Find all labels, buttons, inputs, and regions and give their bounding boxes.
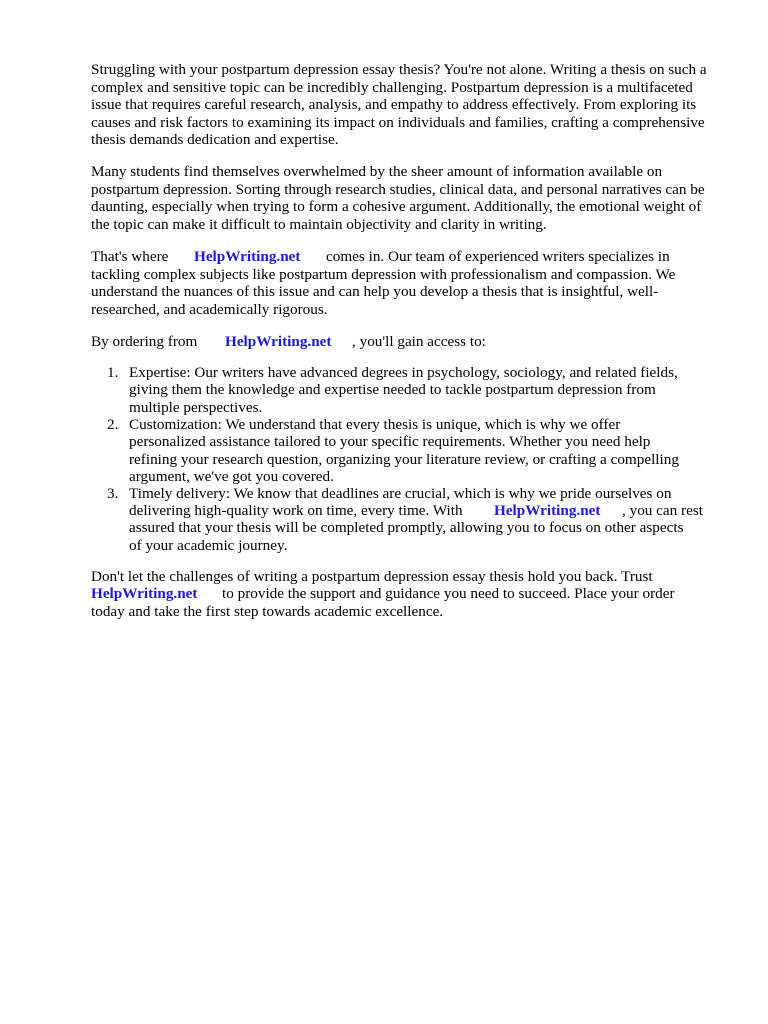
helpwriting-link[interactable]: HelpWriting.net (91, 585, 198, 602)
text-line: Many students find themselves overwhelmed by the sheer amount of information available on (91, 163, 663, 180)
helpwriting-link[interactable]: HelpWriting.net (194, 248, 301, 265)
text-line: personalized assistance tailored to your specific requirements. Whether you need help (129, 433, 651, 450)
text-line: causes and risk factors to examining its impact on individuals and families, crafting a comprehensive (91, 114, 705, 131)
text-line: Timely delivery: We know that deadlines are crucial, which is why we pride ourselves on (129, 485, 672, 502)
text-segment: By ordering from (91, 333, 198, 350)
text-line: complex and sensitive topic can be incredibly challenging. Postpartum depression is a multifaceted (91, 79, 693, 96)
text-segment: , you'll gain access to: (352, 333, 486, 350)
text-line: Expertise: Our writers have advanced degrees in psychology, sociology, and related fields, (129, 364, 678, 381)
text-line: of your academic journey. (129, 537, 288, 554)
text-line: issue that requires careful research, analysis, and empathy to address effectively. From exploring its (91, 96, 697, 113)
text-line: Customization: We understand that every thesis is unique, which is why we offer (129, 416, 621, 433)
text-segment: , you can rest (622, 502, 703, 519)
text-line: argument, we've got you covered. (129, 468, 334, 485)
text-line: thesis demands dedication and expertise. (91, 131, 339, 148)
text-line: daunting, especially when trying to form a cohesive argument. Additionally, the emotional weight of (91, 198, 702, 215)
text-line: today and take the first step towards academic excellence. (91, 603, 444, 620)
text-line: giving them the knowledge and expertise needed to tackle postpartum depression from (129, 381, 656, 398)
text-line: Struggling with your postpartum depression essay thesis? You're not alone. Writing a thesis on such a (91, 61, 707, 78)
helpwriting-link[interactable]: HelpWriting.net (494, 502, 601, 519)
text-line: multiple perspectives. (129, 399, 263, 416)
text-segment: That's where (91, 248, 169, 265)
list-number: 3. (107, 485, 119, 502)
text-line: understand the nuances of this issue and can help you develop a thesis that is insightful, well- (91, 283, 659, 300)
text-segment: comes in. Our team of experienced writers specializes in (326, 248, 670, 265)
text-line: researched, and academically rigorous. (91, 301, 328, 318)
text-segment: delivering high-quality work on time, every time. With (129, 502, 463, 519)
text-line: refining your research question, organizing your literature review, or crafting a compelling (129, 451, 679, 468)
text-line: the topic can make it difficult to maintain objectivity and clarity in writing. (91, 216, 547, 233)
helpwriting-link[interactable]: HelpWriting.net (225, 333, 332, 350)
list-number: 1. (107, 364, 119, 381)
text-segment: to provide the support and guidance you need to succeed. Place your order (222, 585, 675, 602)
text-line: tackling complex subjects like postpartum depression with professionalism and compassion. We (91, 266, 676, 283)
text-line: assured that your thesis will be completed promptly, allowing you to focus on other aspects (129, 519, 684, 536)
text-line: postpartum depression. Sorting through research studies, clinical data, and personal narratives can be (91, 181, 705, 198)
list-number: 2. (107, 416, 119, 433)
text-line: Don't let the challenges of writing a postpartum depression essay thesis hold you back. Trust (91, 568, 653, 585)
